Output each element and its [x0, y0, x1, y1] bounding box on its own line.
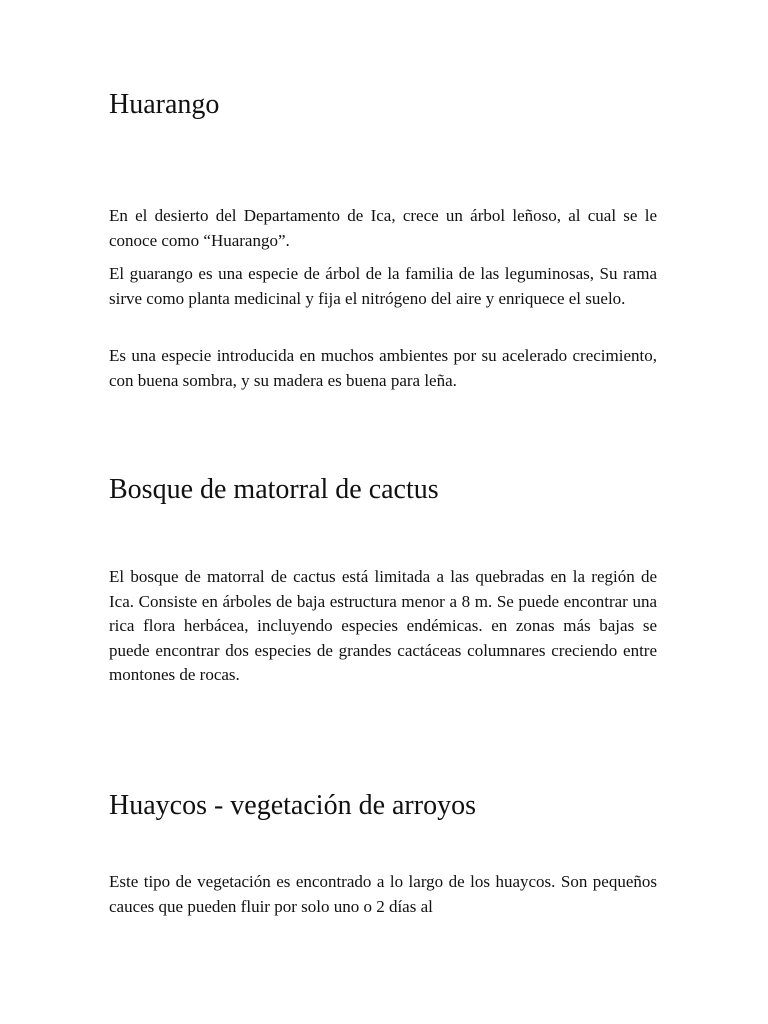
section-heading-huarango: Huarango [109, 89, 220, 120]
paragraph: Es una especie introducida en muchos ambientes por su acelerado crecimiento, con buena sombra, y su madera es buena para leña. [109, 346, 657, 390]
paragraph: Este tipo de vegetación es encontrado a lo largo de los huaycos. Son pequeños cauces que pueden fluir por solo uno o 2 días al [109, 872, 657, 916]
section-heading-huaycos: Huaycos - vegetación de arroyos [109, 790, 476, 821]
paragraph: El guarango es una especie de árbol de la familia de las leguminosas, Su rama sirve como planta medicinal y fija el nitrógeno del aire y enriquece el suelo. [109, 264, 657, 308]
paragraph: En el desierto del Departamento de Ica, crece un árbol leñoso, al cual se le conoce como “Huarango”. [109, 206, 657, 250]
section-heading-bosque: Bosque de matorral de cactus [109, 474, 439, 505]
paragraph: El bosque de matorral de cactus está limitada a las quebradas en la región de Ica. Consiste en árboles de baja estructura menor a 8 m. Se puede encontrar una rica flora herbácea, incluyendo especies endémicas. en zonas más bajas se puede encontrar dos especies de grandes cactáceas columnares creciendo entre montones de rocas. [109, 567, 657, 684]
